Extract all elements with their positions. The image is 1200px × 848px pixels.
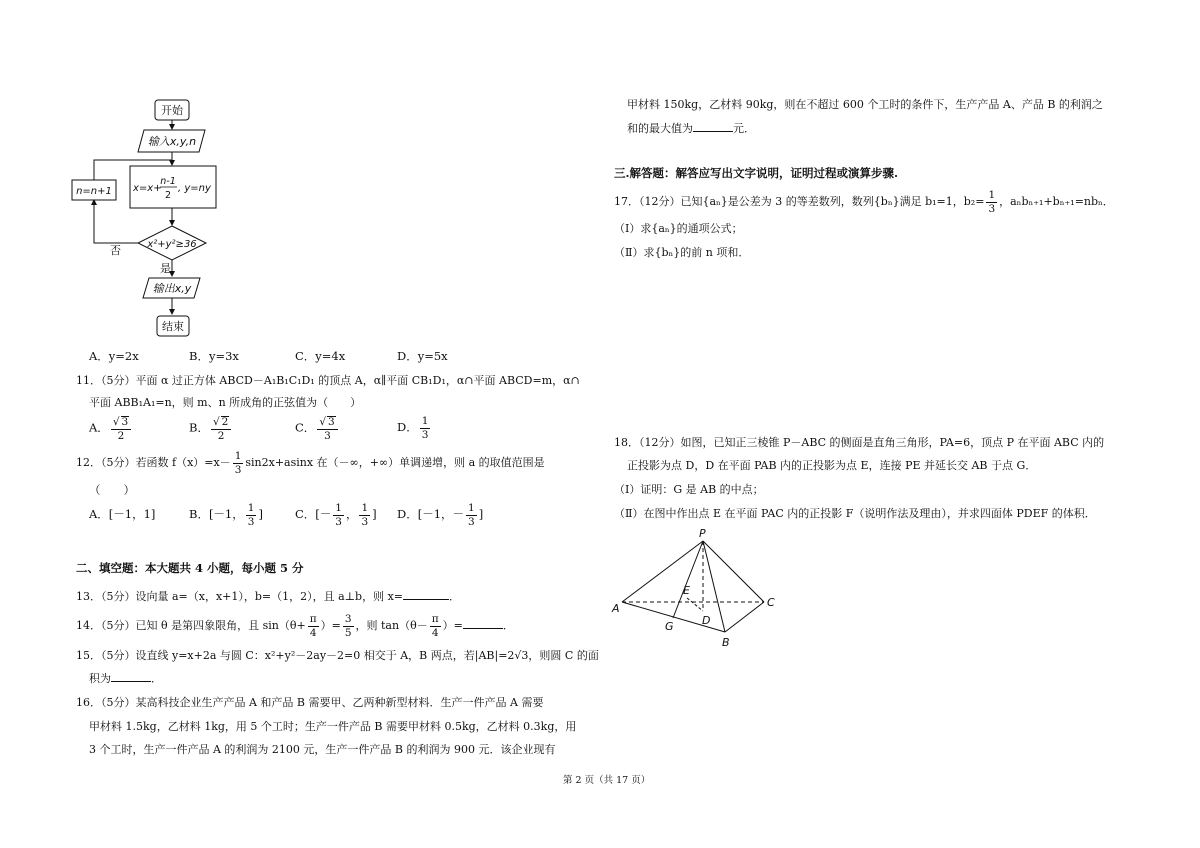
q11-option-c: C． $\frac{√ 3}{3}$ <box>295 416 340 441</box>
pyramid-figure <box>605 525 795 655</box>
flowchart-input-label: 输入x,y,n <box>147 135 197 148</box>
q12-line1: 12．（5分）若函数 f（x）=x－ $\frac{1}{3}$ sin2x+asinx 在（－∞，+∞）单调递增，则 a 的取值范围是 <box>76 450 545 476</box>
q10-option-a: A．y=2x <box>89 349 139 363</box>
edge-BC <box>725 602 764 632</box>
q12-line2: （ ） <box>89 483 135 497</box>
label-B: B <box>722 636 730 649</box>
segment-ED-dashed <box>687 598 703 611</box>
q16-line4: 甲材料 150kg，乙材料 90kg，则在不超过 600 个工时的条件下，生产产品 A、产品 B 的利润之 <box>627 98 1103 111</box>
q18-part2: （Ⅱ）在图中作出点 E 在平面 PAC 内的正投影 F（说明作法及理由），并求四面体 PDEF 的体积． <box>614 507 1096 520</box>
q12-option-a: A．[－1，1] <box>89 507 156 521</box>
q11-option-a: A． $\frac{√ 3}{2}$ <box>89 416 133 441</box>
flowchart-no-label: 否 <box>110 244 121 257</box>
flowchart <box>60 94 240 344</box>
label-C: C <box>767 596 775 609</box>
q12-option-b: B．[－1， $\frac{1}{3}$ ] <box>189 502 263 528</box>
q18-line1: 18．（12分）如图，已知正三棱锥 P－ABC 的侧面是直角三角形，PA=6，顶点 P 在平面 ABC 内的 <box>614 436 1105 449</box>
flowchart-yes-label: 是 <box>160 262 171 275</box>
flowchart-process-y: , y=ny <box>178 183 211 194</box>
q18-part1: （Ⅰ）证明：G 是 AB 的中点； <box>614 483 764 496</box>
label-A: A <box>612 602 620 615</box>
section2-heading: 二、填空题：本大题共 4 小题，每小题 5 分 <box>76 561 304 575</box>
q11-line1: 11．（5分）平面 α 过正方体 ABCD－A₁B₁C₁D₁ 的顶点 A，α∥平面 CB₁D₁，α∩平面 ABCD=m，α∩ <box>76 374 580 387</box>
q11-option-b: B． $\frac{√ 2}{2}$ <box>189 416 233 441</box>
q12-option-d: D．[－1，－ $\frac{1}{3}$ ] <box>397 502 484 528</box>
label-G: G <box>665 620 674 633</box>
label-D: D <box>702 614 711 627</box>
q16-line3: 3 个工时，生产一件产品 A 的利润为 2100 元，生产一件产品 B 的利润为 900 元．该企业现有 <box>89 743 556 756</box>
label-E: E <box>683 584 690 597</box>
q17-part1: （Ⅰ）求{aₙ}的通项公式； <box>614 222 743 235</box>
section3-heading: 三.解答题：解答应写出文字说明，证明过程或演算步骤. <box>614 166 899 180</box>
q16-line1: 16．（5分）某高科技企业生产产品 A 和产品 B 需要甲、乙两种新型材料．生产一件产品 A 需要 <box>76 696 544 709</box>
q16-line2: 甲材料 1.5kg，乙材料 1kg，用 5 个工时；生产一件产品 B 需要甲材料 0.5kg，乙材料 0.3kg，用 <box>89 720 577 733</box>
q10-option-c: C．y=4x <box>295 349 346 363</box>
q11-line2: 平面 ABB₁A₁=n，则 m、n 所成角的正弦值为（ ） <box>89 396 362 409</box>
flowchart-process-x-prefix: x=x+ <box>133 183 162 194</box>
edge-PC <box>703 541 764 602</box>
q17-part2: （Ⅱ）求{bₙ}的前 n 项和． <box>614 246 750 259</box>
flowchart-start-label: 开始 <box>161 104 183 117</box>
q11-option-d: D． $\frac{1}{3}$ <box>397 415 429 441</box>
q16-line5: 和的最大值为 元． <box>627 122 755 135</box>
flowchart-end-label: 结束 <box>162 320 184 333</box>
q18-line2: 正投影为点 D，D 在平面 PAB 内的正投影为点 E，连接 PE 并延长交 AB 于点 G． <box>627 459 1037 472</box>
q15-line1: 15．（5分）设直线 y=x+2a 与圆 C：x²+y²－2ay－2=0 相交于 A，B 两点，若|AB|=2√3，则圆 C 的面 <box>76 649 599 662</box>
q12-option-c: C．[－ $\frac{1}{3}$ ， $\frac{1}{3}$ ] <box>295 502 377 528</box>
q14: 14．（5分）已知 θ 是第四象限角，且 sin（θ+ $\frac{\pi}{4}$ ）= $\frac{3}{5}$ ，则 tan（θ－ $\frac{\pi}{4}$ ）= ． <box>76 613 514 639</box>
q17-line1: 17．（12分）已知{aₙ}是公差为 3 的等差数列，数列{bₙ}满足 b₁=1，b₂= $\frac{1}{3}$ ，aₙbₙ₊₁+bₙ₊₁=nbₙ． <box>614 189 1114 215</box>
q10-option-b: B．y=3x <box>189 349 239 363</box>
label-P: P <box>699 527 706 540</box>
flowchart-output-label: 输出x,y <box>152 282 192 295</box>
flowchart-process-x-den: 2 <box>164 190 172 201</box>
flowchart-condition-label: x²+y²≥36 <box>147 239 197 250</box>
page-footer: 第 2 页（共 17 页） <box>563 775 651 786</box>
q13: 13．（5分）设向量 a=（x，x+1），b=（1，2），且 a⊥b，则 x= ． <box>76 590 461 603</box>
q10-option-d: D．y=5x <box>397 349 448 363</box>
flowchart-increment-label: n=n+1 <box>76 186 112 197</box>
flowchart-process-x-num: n-1 <box>160 176 176 187</box>
q15-line2: 积为 ． <box>89 672 162 685</box>
